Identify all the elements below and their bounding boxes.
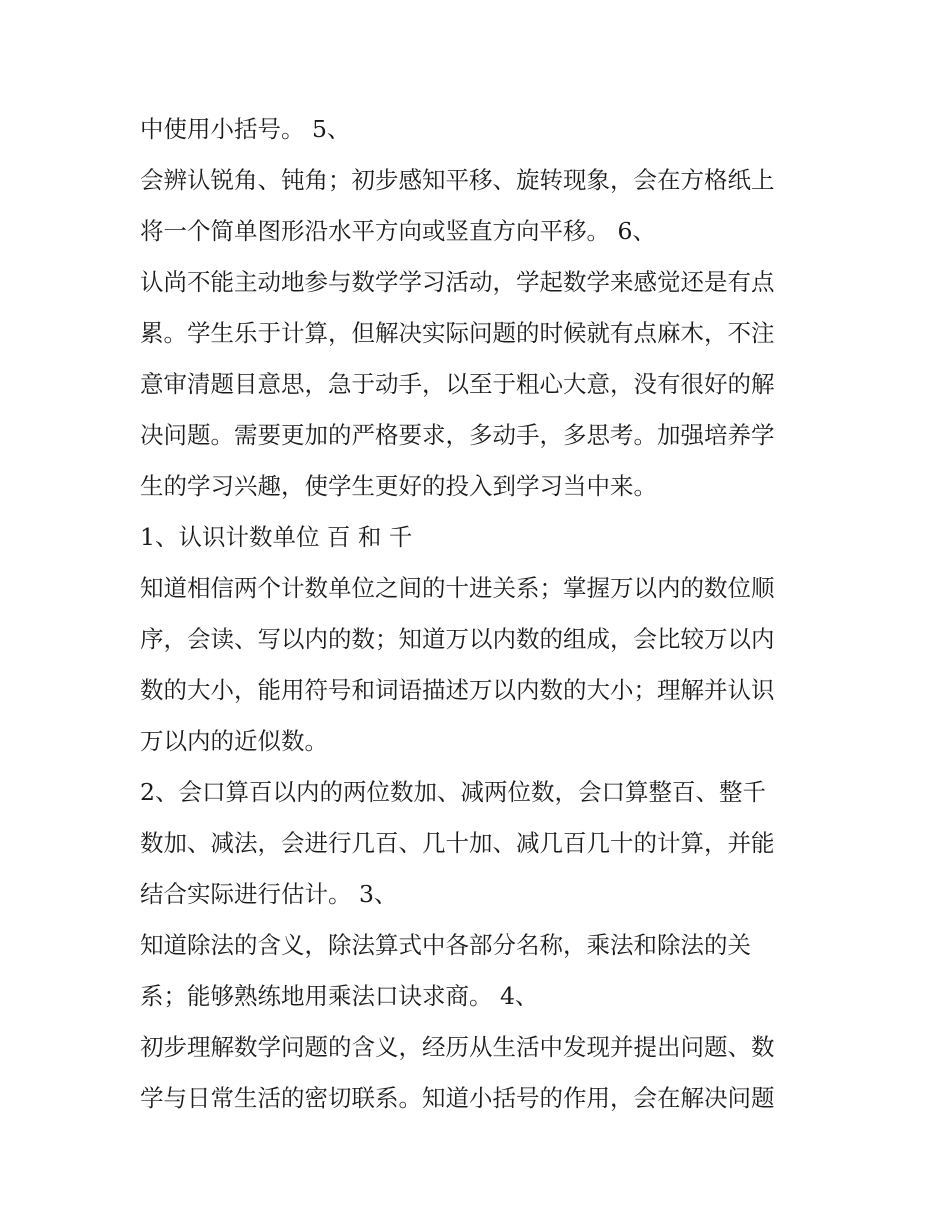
text-line-20: 学与日常生活的密切联系。知道小括号的作用，会在解决问题: [140, 1084, 775, 1112]
text-line-17: 知道除法的含义，除法算式中各部分名称，乘法和除法的关: [140, 931, 751, 959]
text-line-9: 1、认识计数单位 百 和 千: [140, 523, 413, 551]
text-line-8: 生的学习兴趣，使学生更好的投入到学习当中来。: [140, 472, 657, 500]
text-line-18: 系；能够熟练地用乘法口诀求商。 4、: [140, 982, 539, 1010]
text-line-6: 意审清题目意思，急于动手，以至于粗心大意，没有很好的解: [140, 370, 775, 398]
text-line-12: 数的大小，能用符号和词语描述万以内数的大小；理解并认识: [140, 676, 775, 704]
text-line-7: 决问题。需要更加的严格要求，多动手，多思考。加强培养学: [140, 421, 775, 449]
text-line-13: 万以内的近似数。: [140, 727, 328, 755]
text-line-19: 初步理解数学问题的含义，经历从生活中发现并提出问题、数: [140, 1033, 775, 1061]
text-line-3: 将一个简单图形沿水平方向或竖直方向平移。 6、: [140, 217, 656, 245]
text-line-2: 会辨认锐角、钝角；初步感知平移、旋转现象，会在方格纸上: [140, 166, 775, 194]
text-line-11: 序，会读、写以内的数；知道万以内数的组成，会比较万以内: [140, 625, 775, 653]
text-line-1: 中使用小括号。 5、: [140, 115, 351, 143]
body-text: [140, 104, 820, 1124]
text-line-14: 2、会口算百以内的两位数加、减两位数，会口算整百、整千: [140, 778, 766, 806]
text-line-4: 认尚不能主动地参与数学学习活动，学起数学来感觉还是有点: [140, 268, 775, 296]
text-line-5: 累。学生乐于计算，但解决实际问题的时候就有点麻木，不注: [140, 319, 775, 347]
text-line-10: 知道相信两个计数单位之间的十进关系；掌握万以内的数位顺: [140, 574, 775, 602]
text-line-15: 数加、减法，会进行几百、几十加、减几百几十的计算，并能: [140, 829, 775, 857]
text-line-16: 结合实际进行估计。 3、: [140, 880, 398, 908]
